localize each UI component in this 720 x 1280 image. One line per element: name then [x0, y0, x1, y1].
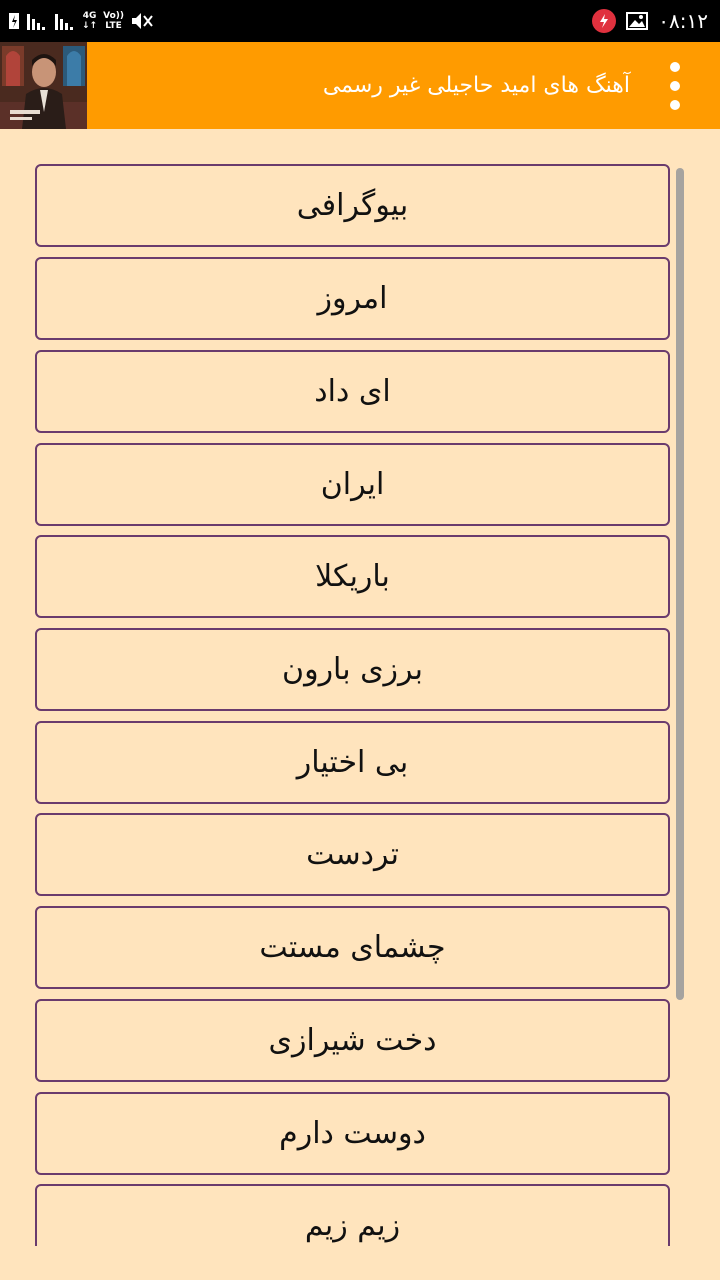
network-type: 4G: [82, 11, 97, 21]
song-list[interactable]: [35, 164, 674, 1246]
list-item[interactable]: ای داد: [35, 350, 670, 433]
status-time: ۰۸:۱۲: [658, 9, 708, 33]
lte-label: LTE: [105, 21, 122, 31]
data-arrows: ↓↑: [82, 21, 98, 31]
app-title: آهنگ های امید حاجیلی غیر رسمی: [322, 73, 630, 98]
overflow-menu-button[interactable]: [660, 62, 690, 110]
list-item[interactable]: امروز: [35, 257, 670, 340]
image-icon: [626, 11, 648, 31]
usb-debug-icon: [8, 11, 20, 31]
list-item[interactable]: باریکلا: [35, 535, 670, 618]
menu-dot-icon: [670, 62, 680, 72]
menu-dot-icon: [670, 100, 680, 110]
list-item[interactable]: دوست دارم: [35, 1092, 670, 1175]
volte-label: Vo)): [103, 11, 124, 21]
list-item[interactable]: چشمای مستت: [35, 906, 670, 989]
menu-dot-icon: [670, 81, 680, 91]
list-item[interactable]: بیوگرافی: [35, 164, 670, 247]
status-right: [592, 0, 708, 42]
battery-saver-icon: [592, 9, 616, 33]
scrollbar[interactable]: [676, 168, 684, 1000]
signal-bars-icon: [26, 11, 48, 31]
muted-icon: [130, 10, 154, 32]
app-thumbnail[interactable]: [0, 42, 87, 129]
list-item[interactable]: ایران: [35, 443, 670, 526]
volte-icon: [103, 11, 124, 31]
list-item[interactable]: برزی بارون: [35, 628, 670, 711]
artist-thumbnail-image: [0, 42, 87, 129]
list-item[interactable]: زیم زیم: [35, 1184, 670, 1246]
status-left: [8, 0, 154, 42]
list-item[interactable]: بی اختیار: [35, 721, 670, 804]
list-item[interactable]: دخت شیرازی: [35, 999, 670, 1082]
status-bar: [0, 0, 720, 42]
data-arrows-icon: [82, 11, 97, 31]
app-bar: [0, 42, 720, 129]
list-item[interactable]: تردست: [35, 813, 670, 896]
signal-bars-icon: [54, 11, 76, 31]
